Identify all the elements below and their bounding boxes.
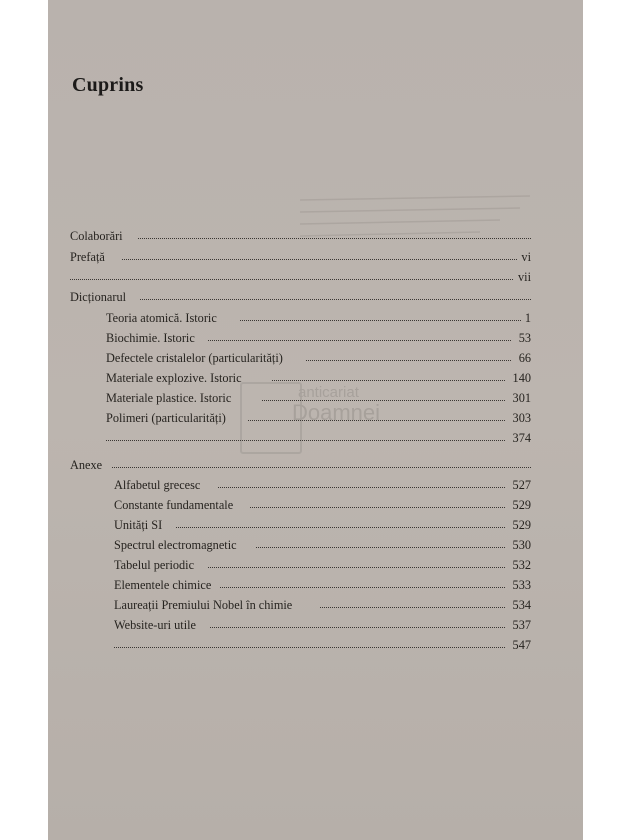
toc-entry — [114, 498, 531, 514]
toc-entry-label: Constante fundamentale — [114, 498, 234, 512]
toc-entry-label: Defectele cristalelor (particularități) — [106, 351, 283, 365]
toc-entry-page: 66 — [518, 351, 531, 365]
toc-entry — [114, 618, 531, 634]
toc-entry-label: Website-uri utile — [114, 618, 196, 632]
toc-entry-label: Colaborări — [70, 229, 123, 243]
toc-entry-page: vii — [518, 270, 531, 284]
leader-dots — [208, 340, 511, 341]
toc-entry — [70, 270, 531, 286]
toc-entry — [114, 518, 531, 534]
toc-entry — [114, 558, 531, 574]
toc-entry — [70, 250, 531, 266]
toc-entry-label: Materiale plastice. Istoric — [106, 391, 232, 405]
toc-entry-label: Elementele chimice — [114, 578, 212, 592]
leader-dots — [112, 467, 531, 468]
toc-entry — [114, 578, 531, 594]
leader-dots — [248, 420, 505, 421]
toc-entry-page: 140 — [512, 371, 531, 385]
leader-dots — [70, 279, 513, 280]
toc-entry — [106, 431, 531, 447]
toc-entry-label: Spectrul electromagnetic — [114, 538, 237, 552]
toc-entry-label: Tabelul periodic — [114, 558, 195, 572]
watermark-line1: anticariat — [298, 384, 359, 401]
leader-dots — [210, 627, 505, 628]
toc-entry — [70, 290, 531, 306]
toc-entry-page: 537 — [512, 618, 531, 632]
page-title: Cuprins — [72, 74, 144, 96]
toc-entry-label: Laureații Premiului Nobel în chimie — [114, 598, 293, 612]
toc-entry-label: Alfabetul grecesc — [114, 478, 201, 492]
leader-dots — [320, 607, 505, 608]
toc-entry-label: Teoria atomică. Istoric — [106, 311, 217, 325]
leader-dots — [272, 380, 505, 381]
leader-dots — [208, 567, 505, 568]
leader-dots — [106, 440, 505, 441]
toc-entry-page: 527 — [512, 478, 531, 492]
toc-entry-page: 529 — [512, 498, 531, 512]
toc-entry-page: 529 — [512, 518, 531, 532]
leader-dots — [256, 547, 505, 548]
toc-entry — [106, 351, 531, 367]
toc-entry-page: 530 — [512, 538, 531, 552]
toc-entry-label: Anexe — [70, 458, 103, 472]
leader-dots — [176, 527, 505, 528]
toc-entry-page: 1 — [524, 311, 531, 325]
leader-dots — [262, 400, 505, 401]
toc-entry — [114, 638, 531, 654]
toc-entry-page: 533 — [512, 578, 531, 592]
toc-entry-page: 547 — [512, 638, 531, 652]
toc-entry — [70, 458, 531, 474]
toc-entry-page: 53 — [518, 331, 531, 345]
leader-dots — [218, 487, 505, 488]
leader-dots — [250, 507, 505, 508]
leader-dots — [122, 259, 517, 260]
toc-entry-label: Unități SI — [114, 518, 163, 532]
toc-entry-label: Dicționarul — [70, 290, 127, 304]
watermark-line2: Doamnei — [292, 400, 381, 425]
toc-entry-page: 303 — [512, 411, 531, 425]
leader-dots — [220, 587, 505, 588]
toc-entry-label: Polimeri (particularități) — [106, 411, 226, 425]
toc-entry — [114, 538, 531, 554]
toc-entry-page: 532 — [512, 558, 531, 572]
toc-entry — [114, 478, 531, 494]
toc-entry — [106, 371, 531, 387]
toc-entry — [114, 598, 531, 614]
toc-entry-page: 301 — [512, 391, 531, 405]
leader-dots — [306, 360, 511, 361]
toc-entry-page: 534 — [512, 598, 531, 612]
toc-entry-page: vi — [521, 250, 531, 264]
toc-entry — [70, 229, 531, 245]
leader-dots — [140, 299, 531, 300]
leader-dots — [240, 320, 521, 321]
toc-entry — [106, 391, 531, 407]
toc-entry-page: 374 — [512, 431, 531, 445]
leader-dots — [138, 238, 531, 239]
toc-entry-label: Biochimie. Istoric — [106, 331, 195, 345]
toc-entry — [106, 311, 531, 327]
toc-entry — [106, 411, 531, 427]
toc-entry-label: Materiale explozive. Istoric — [106, 371, 242, 385]
leader-dots — [114, 647, 505, 648]
toc-entry — [106, 331, 531, 347]
toc-entry-label: Prefață — [70, 250, 105, 264]
